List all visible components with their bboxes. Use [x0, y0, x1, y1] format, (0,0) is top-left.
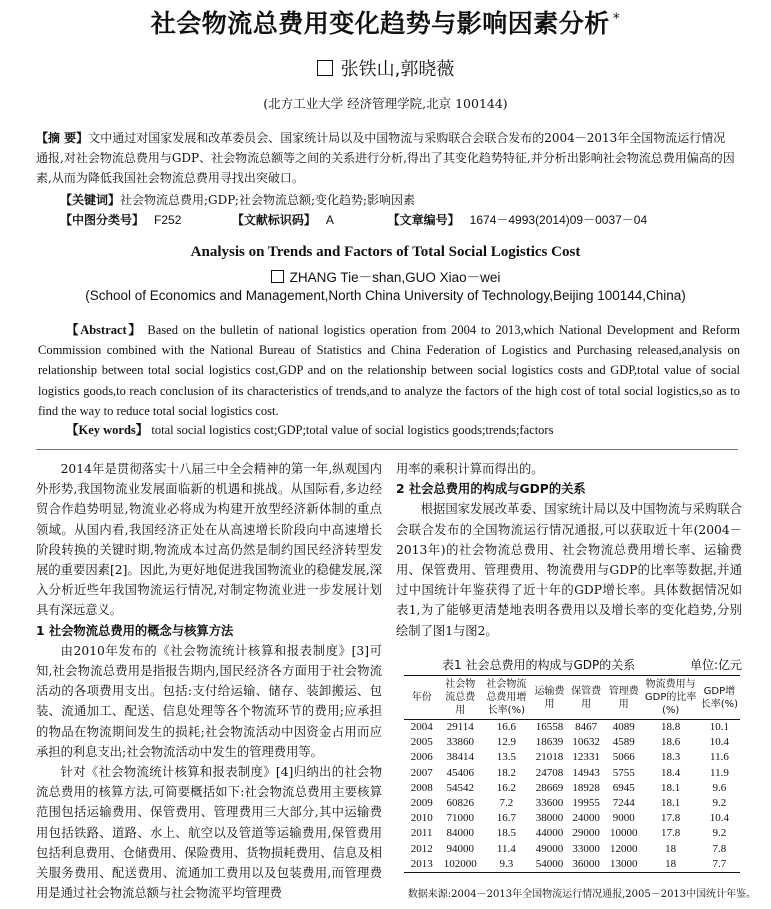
table-cell: 2006 — [410, 751, 433, 764]
table-cell: 12000 — [609, 842, 638, 855]
table-cell: 49000 — [535, 842, 564, 855]
table-cell: 16.7 — [496, 812, 516, 825]
section-2-paragraph: 根据国家发展改革委、国家统计局以及中国物流与采购联合会联合发布的全国物流运行情况通报,可以获取近十年(2004－2013年)的社会物流总费用、社会物流总费用增长率、运输费用、保管费用、管理费用、物流费用与GDP的比率等数据,并通过中国统计年鉴获得了近十年的GDP增长率。具体数据情况如表1,为了能够更清楚地表明各费用以及增长率的变化趋势,分别绘制了图1与图2。 — [396, 502, 742, 638]
table-cell: 38000 — [535, 812, 564, 825]
doc-code-value: A — [325, 213, 334, 227]
table-row — [404, 796, 740, 811]
continued-paragraph: 用率的乘积计算而得出的。 — [396, 462, 544, 476]
table-cell: 18.3 — [661, 751, 681, 764]
table-cell: 14943 — [572, 766, 600, 779]
table-row — [404, 766, 740, 781]
table-cell: 9.2 — [712, 797, 727, 810]
table-cell: 18.6 — [661, 736, 681, 749]
table-cell: 18639 — [535, 736, 564, 749]
table-cell: 2005 — [410, 736, 433, 749]
english-abstract-label: 【Abstract】 — [66, 323, 143, 337]
table-cell: 33860 — [446, 736, 474, 749]
english-author-box-icon — [271, 270, 284, 283]
table-cell: 12331 — [572, 751, 600, 764]
table-cell: 24000 — [572, 812, 600, 825]
table-cell: 4589 — [612, 736, 635, 749]
cn-keywords — [60, 190, 415, 210]
table-cell: 18.1 — [661, 797, 681, 810]
table-cell: 18.8 — [661, 721, 681, 733]
cn-abstract-text: 文中通过对国家发展和改革委员会、国家统计局以及中国物流与采购联合会联合发布的2004－2013年全国物流运行情况通报,对社会物流总费用与GDP、社会物流总额等之间的关系进行分析,得出了其变化趋势特征,并分析出影响社会物流总费用偏高的因素,从而为降低我国社会物流总费用寻找出突破口。 — [36, 131, 735, 185]
clc-value: F252 — [154, 213, 182, 227]
table-cell: 2012 — [410, 842, 433, 855]
english-keywords-text: total social logistics cost;GDP;total value of social logistics goods;trends;factors — [151, 423, 554, 437]
table-cell: 19955 — [572, 797, 600, 810]
intro-paragraph: 2014年是贯彻落实十八届三中全会精神的第一年,纵观国内外形势,我国物流业发展面临新的机遇和挑战。从国际看,多边经贸合作趋势明显,物流业必将成为构建开放型经济新体制的重点领域。从国内看,我国经济正处在从高速增长阶段向中高速增长阶段转换的关键时期,物流成本过高仍然是制约国民经济转型发展的重要因素[2]。因此,为更好地促进我国物流业的稳健发展,深入分析近些年我国物流运行情况,对制定物流业进一步发展计划具有深远意义。 — [36, 462, 382, 618]
table-row — [404, 735, 740, 750]
table-cell: 24708 — [535, 766, 564, 779]
table-cell: 9.3 — [499, 857, 514, 870]
table-cell: 60826 — [446, 797, 474, 810]
table-cell: 71000 — [446, 812, 474, 825]
affiliation: (北方工业大学 经济管理学院,北京 100144) — [263, 96, 508, 111]
table-cell: 2008 — [410, 781, 433, 794]
table-cell: 28669 — [535, 781, 564, 794]
table-header: 管理费用 — [608, 685, 639, 710]
section-1-paragraph-2: 针对《社会物流统计核算和报表制度》[4]归纳出的社会物流总费用的核算方法,可简要概括如下:社会物流总费用主要核算范围包括运输费用、保管费用、管理费用三大部分,其中运输费用包括铁路、道路、水上、航空以及管道等运输费用,保管费用包括利息费用、仓储费用、保险费用、货物损耗费用、信息及相关服务费用、配送费用、流通加工费用以及包装费用,而管理费用是通过社会物流总额与社会物流平均管理费 — [36, 765, 382, 901]
table-row — [404, 781, 740, 796]
table-cell: 10.4 — [709, 812, 730, 825]
table-header: 年份 — [411, 692, 432, 703]
table-row — [404, 826, 740, 841]
table-cell: 33600 — [535, 797, 564, 810]
cn-keywords-text: 社会物流总费用;GDP;社会物流总额;变化趋势;影响因素 — [120, 193, 416, 207]
table-cell: 9.6 — [712, 781, 727, 794]
english-author-names: ZHANG Tie－shan,GUO Xiao－wei — [289, 270, 501, 285]
section-1-paragraph-1: 由2010年发布的《社会物流统计核算和报表制度》[3]可知,社会物流总费用是指报告期内,国民经济各方面用于社会物流活动的各项费用支出。包括:支付给运输、储存、装卸搬运、包装、流通加工、配送、信息处理等各个物流环节的费用;应承担的物品在物流期间发生的损耗;社会物流活动中因资金占用而应承担的利息支出;社会物流活动中发生的管理费用等。 — [36, 643, 382, 759]
table-cell: 5066 — [612, 751, 635, 764]
table-cell: 45406 — [446, 766, 474, 779]
table-cell: 21018 — [535, 751, 564, 764]
section-divider — [36, 449, 738, 450]
cn-abstract-label: 【摘 要】 — [36, 131, 89, 145]
table-cell: 2004 — [410, 721, 433, 733]
table-cell: 11.6 — [710, 751, 729, 764]
table-cell: 38414 — [446, 751, 474, 764]
left-column — [36, 459, 382, 903]
section-2-heading: 2 社会总费用的构成与GDP的关系 — [396, 482, 586, 497]
author-box-icon — [317, 60, 333, 76]
table-title: 表1 社会总费用的构成与GDP的关系 — [442, 658, 636, 672]
table-cell: 7.8 — [712, 842, 727, 855]
section-1-heading: 1 社会物流总费用的概念与核算方法 — [36, 623, 234, 638]
table-cell: 18.5 — [496, 827, 516, 840]
table-row — [404, 842, 740, 857]
table-header: 物流费用与GDP的比率(%) — [644, 679, 697, 716]
table-cell: 54000 — [535, 857, 564, 870]
doc-code-label: 【文献标识码】 — [231, 213, 316, 227]
table-cell: 10000 — [609, 827, 638, 840]
table-source-note: 数据来源:2004－2013年全国物流运行情况通报,2005－2013中国统计年鉴。 — [407, 889, 757, 900]
table-row — [404, 857, 740, 873]
english-title: Analysis on Trends and Factors of Total Social Logistics Cost — [190, 244, 581, 260]
right-column — [396, 459, 742, 641]
table-header: 社会物流总费用 — [445, 679, 476, 716]
table-cell: 7.7 — [712, 857, 727, 870]
cn-keywords-label: 【关键词】 — [60, 193, 121, 207]
classification-row — [60, 210, 647, 230]
table-cell: 7.2 — [499, 797, 514, 810]
table-unit: 单位:亿元 — [689, 658, 742, 672]
table-row — [404, 720, 740, 736]
paper-title: 社会物流总费用变化趋势与影响因素分析 * — [150, 9, 621, 38]
table-cell: 17.8 — [661, 827, 681, 840]
table-header-row — [404, 676, 740, 720]
table-cell: 11.4 — [496, 842, 516, 855]
table-cell: 5755 — [612, 766, 635, 779]
table-row — [404, 811, 740, 826]
table-cell: 18928 — [572, 781, 600, 794]
table-cell: 102000 — [443, 857, 477, 870]
table-caption — [396, 656, 742, 673]
author-names: 张铁山,郭晓薇 — [340, 59, 455, 80]
english-abstract — [38, 320, 740, 421]
cn-abstract — [36, 128, 736, 188]
table-cell: 13000 — [609, 857, 638, 870]
table-cell: 13.5 — [496, 751, 516, 764]
data-table — [404, 675, 740, 873]
table-cell: 44000 — [535, 827, 564, 840]
table-cell: 94000 — [446, 842, 474, 855]
table-cell: 2011 — [410, 827, 433, 840]
english-keywords — [66, 420, 553, 438]
table-cell: 2009 — [410, 797, 433, 810]
title-footnote-mark: * — [612, 10, 621, 27]
english-abstract-text: Based on the bulletin of national logistics operation from 2004 to 2013,which National Development and Reform Commission combined with the National Bureau of Statistics and China Federation of Logistics and Purchasing released,analysis on relationship between total social logistics cost,GDP and on the relationship between social logistics costs and GDP,total value of social logistics goods,to reach conclusion of its characteristics of trends,and to analyze the factors of the high cost of total social logistics,so as to find the way to reduce total social logistics cost. — [38, 323, 741, 418]
table-cell: 16.2 — [496, 781, 516, 794]
table-cell: 9000 — [612, 812, 635, 825]
table-header: 社会物流总费用增长率(%) — [486, 679, 527, 716]
clc-label: 【中图分类号】 — [60, 213, 145, 227]
table-cell: 9.2 — [712, 827, 727, 840]
english-keywords-label: 【Key words】 — [66, 423, 149, 437]
table-cell: 29114 — [446, 721, 474, 733]
table-cell: 18 — [665, 857, 677, 870]
table-cell: 10.4 — [709, 736, 730, 749]
table-cell: 2010 — [410, 812, 433, 825]
table-cell: 2013 — [410, 857, 433, 870]
table-cell: 12.9 — [496, 736, 516, 749]
authors — [0, 55, 771, 81]
table-cell: 11.9 — [710, 766, 729, 779]
table-cell: 29000 — [572, 827, 600, 840]
table-cell: 2007 — [410, 766, 433, 779]
table-row — [404, 750, 740, 765]
table-header: 保管费用 — [571, 685, 602, 710]
table-cell: 33000 — [572, 842, 600, 855]
table-cell: 84000 — [446, 827, 474, 840]
table-cell: 16.6 — [496, 721, 516, 733]
table-cell: 18.1 — [661, 781, 681, 794]
table-cell: 17.8 — [661, 812, 681, 825]
table-cell: 18.4 — [661, 766, 681, 779]
table-header: GDP增长率(%) — [700, 685, 739, 710]
table-cell: 6945 — [612, 781, 635, 794]
table-cell: 8467 — [575, 721, 598, 733]
table-cell: 16558 — [535, 721, 564, 733]
table-cell: 18 — [665, 842, 677, 855]
article-number-value: 1674－4993(2014)09－0037－04 — [469, 213, 648, 227]
table-cell: 18.2 — [496, 766, 516, 779]
article-number-label: 【文章编号】 — [387, 213, 460, 227]
table-cell: 36000 — [572, 857, 600, 870]
table-cell: 54542 — [446, 781, 474, 794]
table-cell: 7244 — [612, 797, 635, 810]
table-cell: 4089 — [612, 721, 635, 733]
table-header: 运输费用 — [534, 685, 565, 710]
table-cell: 10.1 — [709, 721, 730, 733]
english-affiliation: (School of Economics and Management,North China University of Technology,Beijing 100144,China) — [85, 288, 686, 303]
table-cell: 10632 — [572, 736, 600, 749]
english-authors — [0, 266, 771, 286]
